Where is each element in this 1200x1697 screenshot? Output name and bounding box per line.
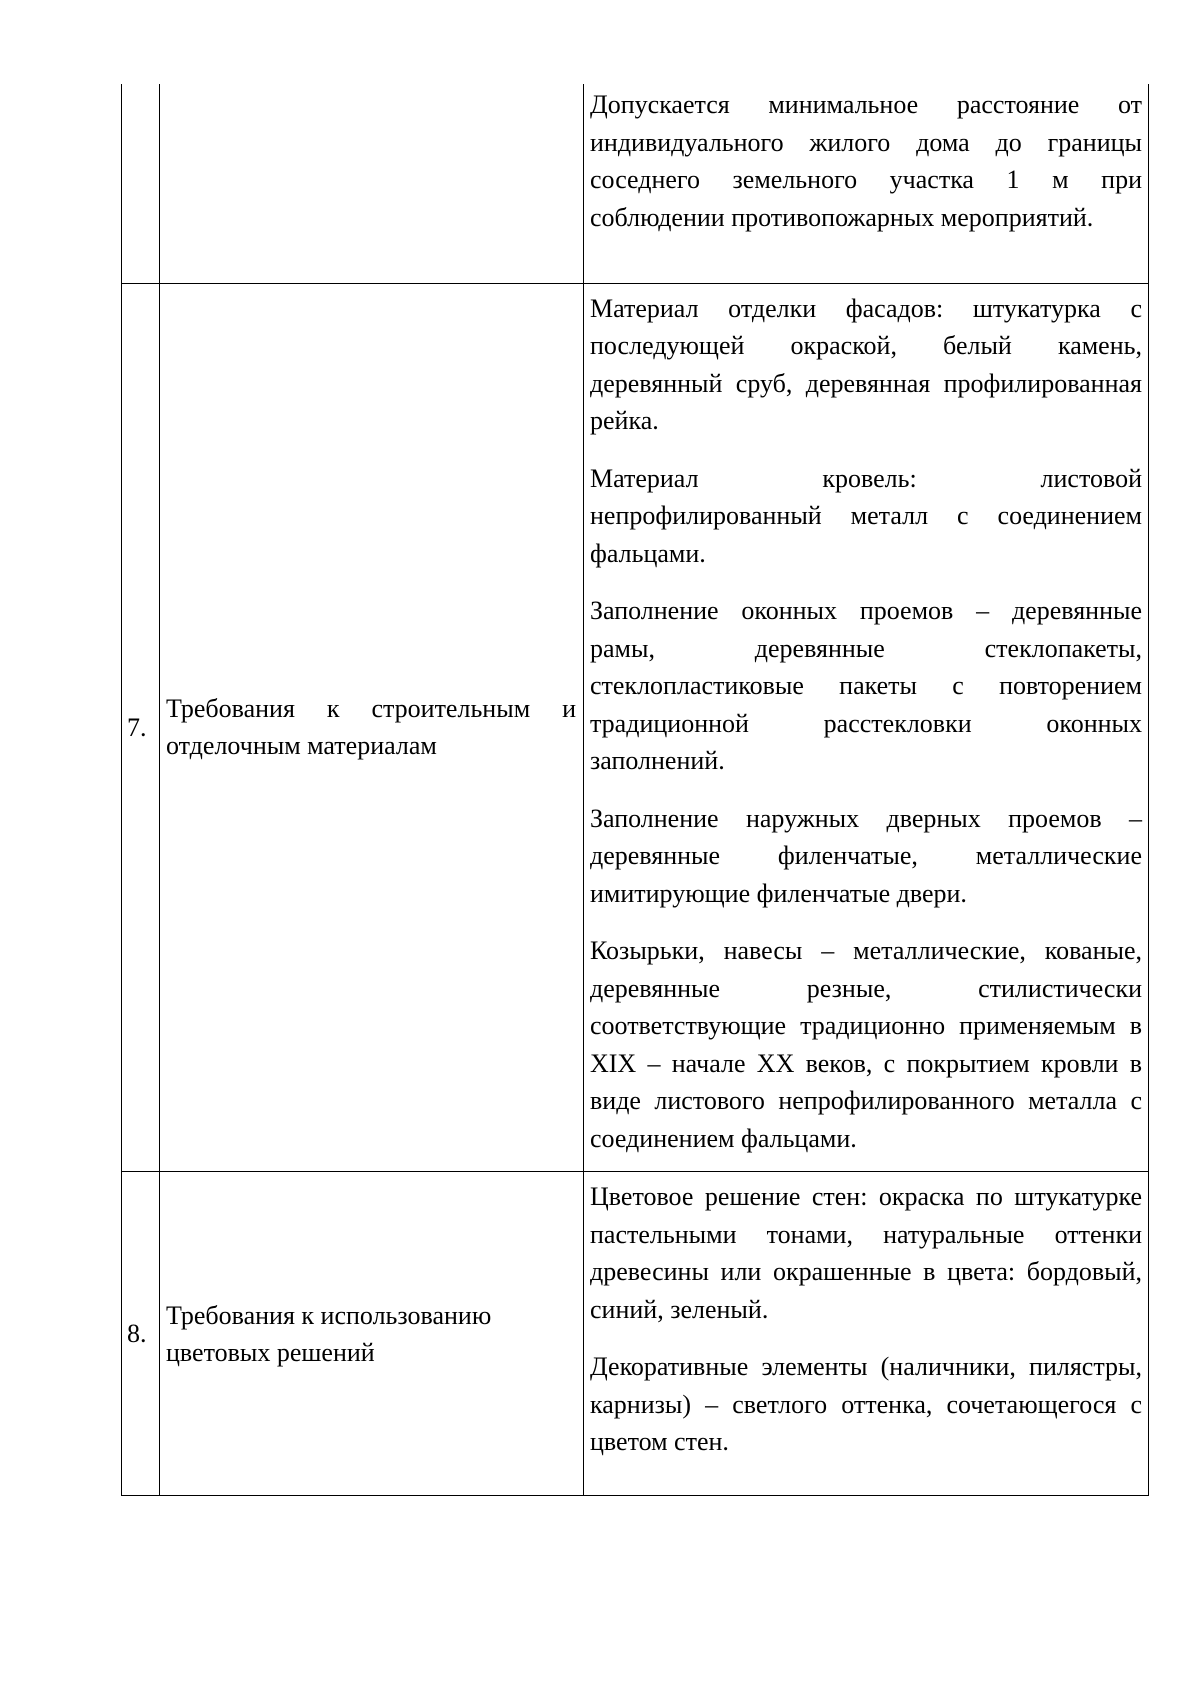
table-row	[122, 84, 1149, 283]
table-row	[122, 1172, 1149, 1496]
description-paragraph: Материал отделки фасадов: штукатурка с последующей окраской, белый камень, деревянный сруб, деревянная профилированная рейка.	[590, 293, 1142, 435]
description-paragraph: Материал кровель: листовой непрофилированный металл с соединением фальцами.	[590, 463, 1142, 568]
requirement-name-cell	[160, 283, 584, 1172]
requirement-name: Требования к строительным и отделочным материалам	[166, 694, 576, 761]
description-paragraph: Заполнение оконных проемов – деревянные рамы, деревянные стеклопакеты, стеклопластиковые пакеты с повторением традиционной расстекловки оконных заполнений.	[590, 596, 1142, 775]
requirement-description-cell	[584, 283, 1149, 1172]
requirement-description-cell	[584, 1172, 1149, 1496]
description-paragraph: Цветовое решение стен: окраска по штукатурке пастельными тонами, натуральные оттенки древесины или окрашенные в цвета: бордовый, синий, зеленый.	[590, 1182, 1142, 1324]
requirements-table	[121, 84, 1149, 1496]
row-number: 8.	[127, 1319, 147, 1348]
description-paragraph: Козырьки, навесы – металлические, кованые, деревянные резные, стилистически соответствующие традиционно применяемым в XIX – начале XX веков, с покрытием кровли в виде листового непрофилированного металла с соединением фальцами.	[590, 936, 1142, 1153]
description-paragraph: Допускается минимальное расстояние от индивидуального жилого дома до границы соседнего земельного участка 1 м при соблюдении противопожарных мероприятий.	[590, 90, 1142, 232]
description-paragraph: Декоративные элементы (наличники, пилястры, карнизы) – светлого оттенка, сочетающегося с цветом стен.	[590, 1352, 1142, 1456]
description-paragraph: Заполнение наружных дверных проемов – деревянные филенчатые, металлические имитирующие филенчатые двери.	[590, 803, 1142, 908]
row-number-cell	[122, 84, 160, 283]
row-number-cell	[122, 1172, 160, 1496]
requirement-name-cell	[160, 84, 584, 283]
requirement-description-cell	[584, 84, 1149, 283]
row-number: 7.	[127, 712, 147, 742]
table-row	[122, 283, 1149, 1172]
requirement-name-cell	[160, 1172, 584, 1496]
requirement-name: Требования к использованию цветовых решений	[166, 1300, 492, 1367]
row-number-cell	[122, 283, 160, 1172]
